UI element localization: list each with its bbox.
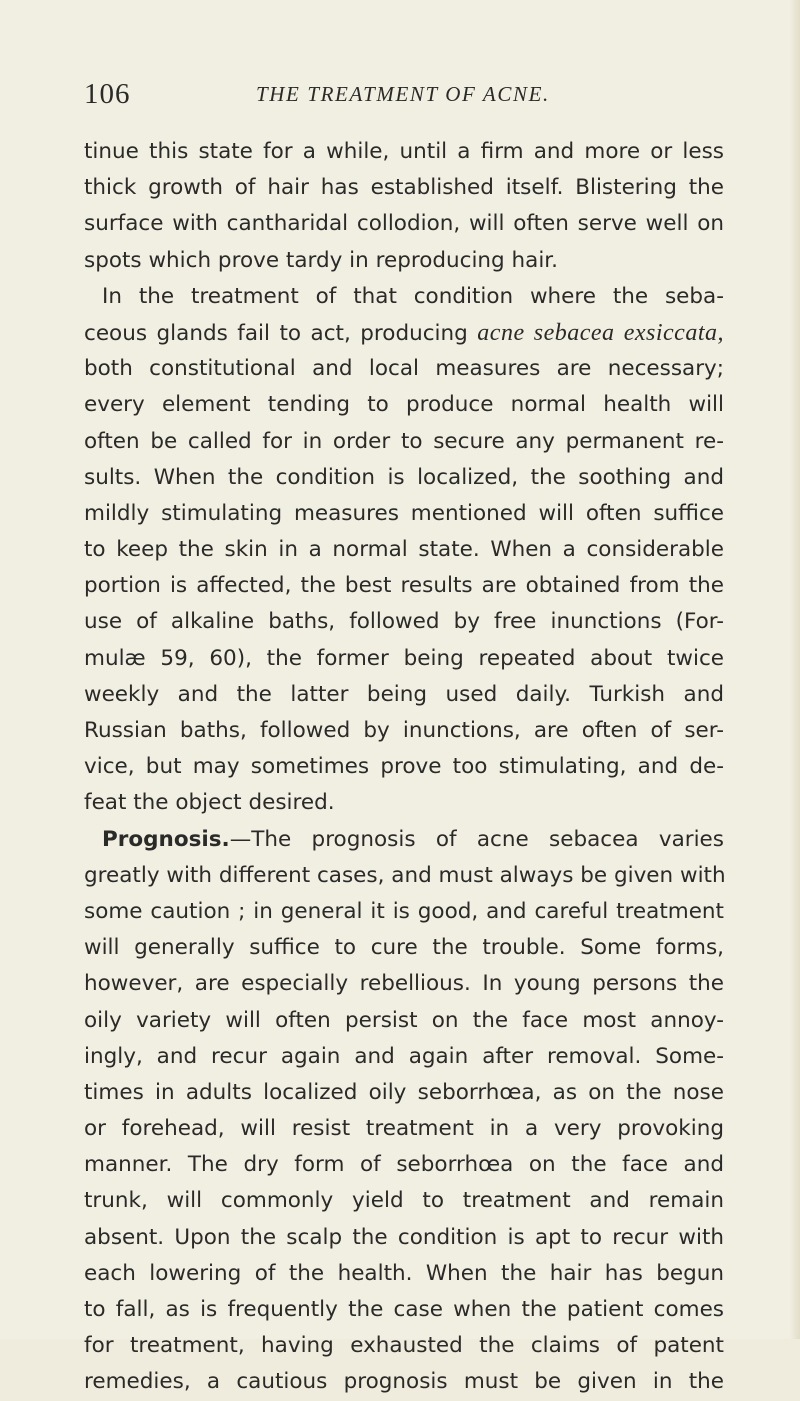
text-line: thick growth of hair has established itself. Blistering the: [84, 175, 724, 201]
text-line: remedies, a cautious prognosis must be given in the: [84, 1369, 724, 1395]
text-line: absent. Upon the scalp the condition is apt to recur with: [84, 1224, 724, 1250]
text-line: use of alkaline baths, followed by free inunctions (For-: [84, 609, 724, 635]
text-line: some caution ; in general it is good, and careful treatment: [84, 898, 724, 924]
text-line: trunk, will commonly yield to treatment and remain: [84, 1188, 724, 1214]
text-line: will generally suffice to cure the trouble. Some forms,: [84, 935, 724, 961]
text-line: for treatment, having exhausted the claims of patent: [84, 1333, 724, 1359]
text-line: sults. When the condition is localized, the soothing and: [84, 464, 724, 490]
text-line: spots which prove tardy in reproducing hair.: [84, 247, 559, 273]
text-line: ingly, and recur again and again after removal. Some-: [84, 1043, 724, 1069]
text-line: oily variety will often persist on the face most annoy-: [84, 1007, 724, 1033]
text-run: —The prognosis of acne sebacea varies: [229, 826, 724, 852]
running-head: THE TREATMENT OF ACNE.: [256, 82, 550, 106]
text-line: to keep the skin in a normal state. When a considerable: [84, 537, 724, 563]
text-line: often be called for in order to secure any permanent re-: [84, 428, 724, 454]
text-line: surface with cantharidal collodion, will often serve well on: [84, 211, 724, 237]
italic-term: acne sebacea exsiccata,: [477, 319, 724, 346]
text-line: portion is affected, the best results are obtained from the: [84, 573, 724, 599]
text-line: In the treatment of that condition where the seba-: [102, 283, 724, 309]
text-line: manner. The dry form of seborrhœa on the face and: [84, 1152, 724, 1178]
text-run: ceous glands fail to act, producing: [84, 320, 478, 346]
text-line: Russian baths, followed by inunctions, are often of ser-: [84, 718, 724, 743]
text-line: vice, but may sometimes prove too stimulating, and de-: [84, 754, 724, 780]
text-line: however, are especially rebellious. In young persons the: [84, 971, 724, 997]
text-line: each lowering of the health. When the hair has begun: [84, 1260, 724, 1286]
page-edge-shadow: [790, 0, 800, 1339]
text-line: greatly with different cases, and must always be given with: [84, 862, 726, 888]
text-line: times in adults localized oily seborrhœa, as on the nose: [84, 1079, 724, 1105]
text-line: mildly stimulating measures mentioned will often suffice: [84, 500, 724, 526]
page-number: 106: [84, 78, 131, 110]
text-line: every element tending to produce normal health will: [84, 392, 724, 418]
text-line: [84, 822, 724, 858]
text-line: to fall, as is frequently the case when the patient comes: [84, 1297, 724, 1322]
text-line: tinue this state for a while, until a firm and more or less: [84, 139, 724, 164]
page-header: [84, 78, 724, 112]
section-heading-prognosis: Prognosis.: [102, 826, 230, 852]
text-line: both constitutional and local measures are necessary;: [84, 356, 724, 382]
text-line: mulæ 59, 60), the former being repeated about twice: [84, 645, 724, 671]
text-line: [84, 315, 724, 351]
body-text: [84, 134, 724, 1401]
text-line: feat the object desired.: [84, 790, 335, 816]
text-line: weekly and the latter being used daily. Turkish and: [84, 681, 724, 707]
text-line: or forehead, will resist treatment in a very provoking: [84, 1116, 724, 1142]
